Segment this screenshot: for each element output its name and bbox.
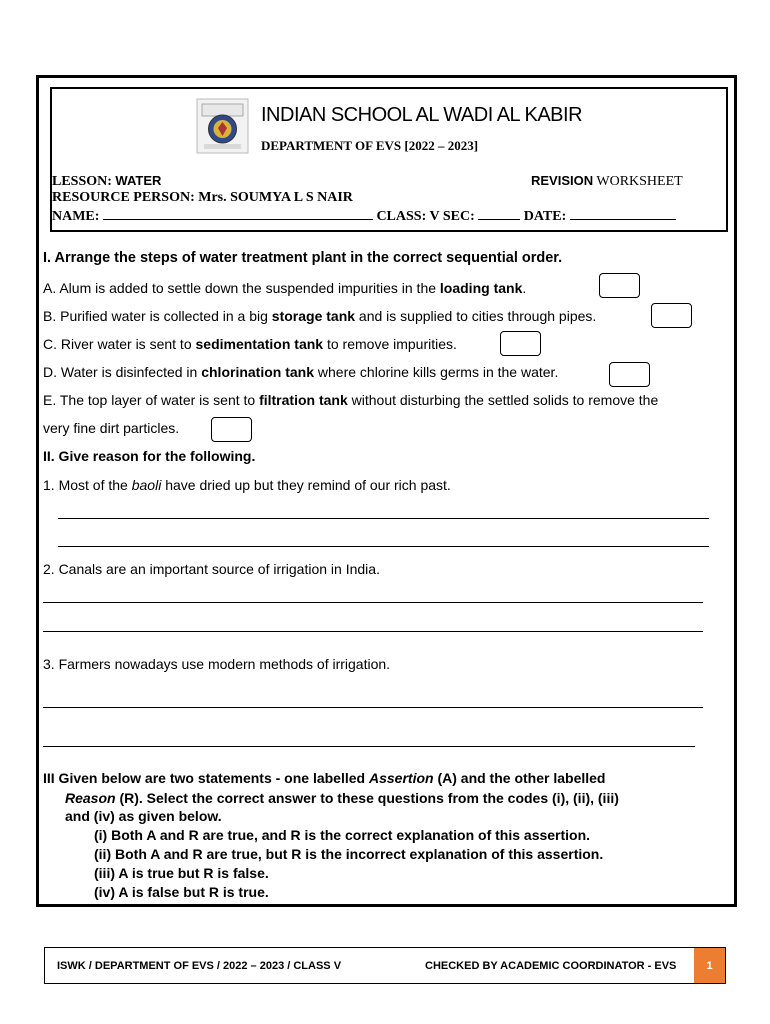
- school-logo: [196, 98, 249, 154]
- section1-heading: I. Arrange the steps of water treatment plant in the correct sequential order.: [43, 250, 563, 266]
- page-number: 1: [694, 948, 725, 983]
- section3-line2: Reason (R). Select the correct answer to these questions from the codes (i), (ii), (iii): [65, 790, 619, 806]
- step-b: B. Purified water is collected in a big storage tank and is supplied to cities through pipes.: [43, 308, 597, 324]
- answer-box-d[interactable]: [609, 362, 650, 387]
- reason-q3: 3. Farmers nowadays use modern methods of irrigation.: [43, 656, 391, 672]
- section3-line3: and (iv) as given below.: [65, 808, 222, 824]
- step-c: C. River water is sent to sedimentation tank to remove impurities.: [43, 336, 457, 352]
- section3-line1: III Given below are two statements - one labelled Assertion (A) and the other labelled: [43, 770, 606, 786]
- step-e: E. The top layer of water is sent to filtration tank without disturbing the settled solids to remove the: [43, 392, 659, 408]
- section2-heading: II. Give reason for the following.: [43, 448, 256, 464]
- answer-line[interactable]: [43, 631, 703, 632]
- answer-line[interactable]: [43, 707, 703, 708]
- footer-left: ISWK / DEPARTMENT OF EVS / 2022 – 2023 / CLASS V: [57, 960, 342, 972]
- section-blank[interactable]: [478, 207, 520, 220]
- date-blank[interactable]: [570, 207, 676, 220]
- answer-line[interactable]: [43, 602, 703, 603]
- step-e-continued: very fine dirt particles.: [43, 420, 180, 436]
- answer-line[interactable]: [58, 546, 709, 547]
- answer-box-a[interactable]: [599, 273, 640, 298]
- reason-q1: 1. Most of the baoli have dried up but they remind of our rich past.: [43, 477, 451, 493]
- name-blank[interactable]: [103, 207, 373, 220]
- school-name: INDIAN SCHOOL AL WADI AL KABIR: [261, 104, 583, 126]
- answer-box-c[interactable]: [500, 331, 541, 356]
- answer-line[interactable]: [43, 746, 695, 747]
- option-ii: (ii) Both A and R are true, but R is the incorrect explanation of this assertion.: [94, 846, 604, 862]
- department-title: DEPARTMENT OF EVS [2022 – 2023]: [261, 138, 479, 153]
- lesson-line: LESSON: WATER: [52, 173, 162, 189]
- resource-person: RESOURCE PERSON: Mrs. SOUMYA L S NAIR: [52, 190, 353, 205]
- worksheet-type: REVISION WORKSHEET: [531, 173, 683, 189]
- option-iv: (iv) A is false but R is true.: [94, 884, 269, 900]
- answer-box-b[interactable]: [651, 303, 692, 328]
- option-iii: (iii) A is true but R is false.: [94, 865, 269, 881]
- lesson-value: WATER: [115, 173, 162, 188]
- footer-right: CHECKED BY ACADEMIC COORDINATOR - EVS: [425, 960, 677, 972]
- step-a: A. Alum is added to settle down the suspended impurities in the loading tank.: [43, 280, 527, 296]
- step-d: D. Water is disinfected in chlorination tank where chlorine kills germs in the water.: [43, 364, 559, 380]
- reason-q2: 2. Canals are an important source of irrigation in India.: [43, 561, 380, 577]
- option-i: (i) Both A and R are true, and R is the correct explanation of this assertion.: [94, 827, 591, 843]
- name-line: NAME: CLASS: V SEC: DATE:: [52, 207, 676, 225]
- answer-box-e[interactable]: [211, 417, 252, 442]
- answer-line[interactable]: [58, 518, 709, 519]
